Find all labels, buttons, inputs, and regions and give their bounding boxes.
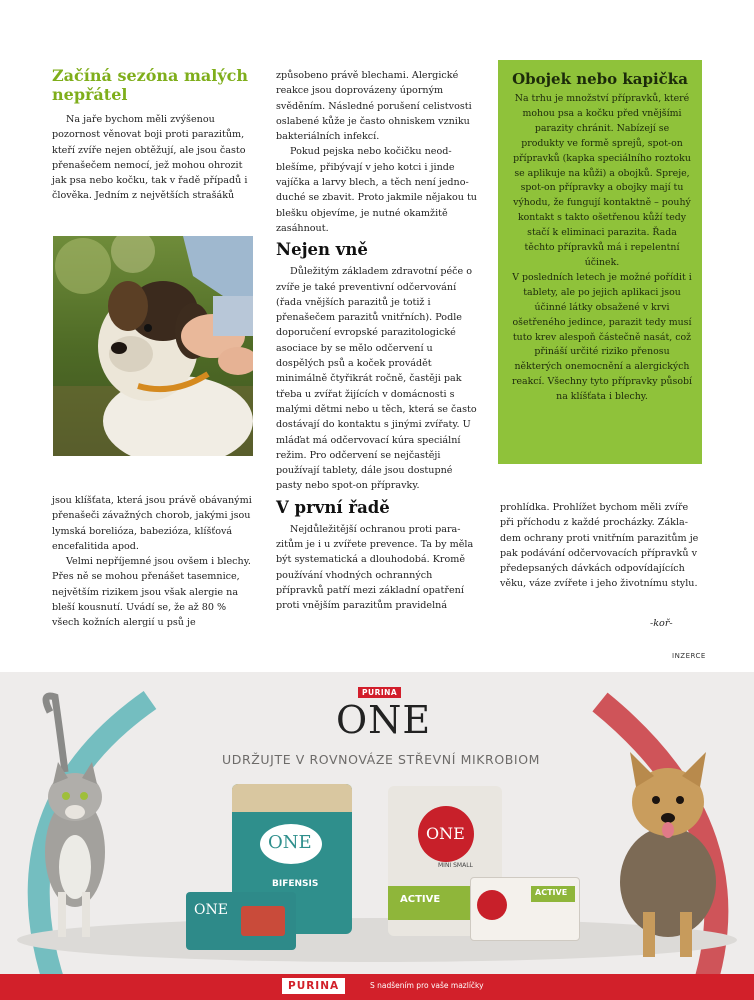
article-column-2: [276, 68, 478, 614]
purina-logo-small: PURINA: [358, 687, 401, 698]
subheading-v-prvni-rade: V první řadě: [276, 497, 390, 517]
article-heading: Začíná sezóna malých nepřátel: [52, 66, 248, 104]
sidebar-paragraph: V posledních letech je možné pořídit i tablety, ale po jejich aplikaci jsou účinné látky obsažené v krvi ošetřeného jedince, parazit tedy musí tuto krev alespoň částečně nasát, což přináší určité riziko přenosu některých onemocnění a alergických reakcí. Všechny tyto přípravky působí na klíšťata i blechy.: [512, 271, 692, 403]
pouch-variant-text: ACTIVE: [535, 888, 568, 897]
bag-variant-text: ACTIVE: [400, 894, 441, 905]
dog-image: [588, 742, 738, 962]
article-paragraph: Velmi nepříjemné jsou ovšem i blechy. Přes ně se mohou přenášet tasemnice, největším rizikem jsou však alergie na bleší kousnutí. Uvádí se, že až 80 % všech kožních alergií u psů je: [52, 556, 251, 629]
article-paragraph: Nejdůležitější ochranou proti parazitům je i u zvířete prevence. Ta by měla být systematická a dlouhodobá. Kromě používání vhodných ochranných přípravků patří mezi základní opatření proti vnějším parazitům pravidelná: [276, 523, 474, 612]
sidebar-text: [498, 92, 702, 405]
dog-food-pouch: [470, 877, 580, 941]
purina-advertisement: [0, 672, 754, 1000]
bag-brand-text: ONE: [268, 832, 312, 853]
sidebar-box: [498, 60, 702, 464]
sidebar-paragraph: Na trhu je množství přípravků, které mohou psa a kočku před vnějšími parazity chránit. Nabízejí se produkty ve formě sprejů, spot-on přípravků (kapka speciálního roztoku se aplikuje na kůži) a obojků. Spreje, spot-on přípravky a obojky mají tu výhodu, že fungují kontaktně – pouhý kontakt s takto ošetřenou kůží tedy stačí k eliminaci parazita. Řada těchto přípravků má i repelentní účinek.: [513, 93, 691, 268]
article-column-1-top: [52, 112, 252, 204]
bag-size-text: MINI SMALL: [438, 862, 473, 869]
subheading-nejen-vne: Nejen vně: [276, 240, 368, 260]
bag-top-band: [232, 784, 352, 812]
dog-photo-illustration: [53, 236, 253, 456]
purina-logo: PURINA: [282, 978, 345, 994]
dog-collar-photo: [53, 236, 253, 456]
pouch-logo-circle: [477, 890, 507, 920]
article-column-1-bottom: [52, 493, 252, 631]
purina-one-logo: ONE: [336, 698, 432, 742]
cat-food-pouch: [186, 892, 296, 950]
article-paragraph: jsou klíšťata, která jsou právě obávanými přenašeči závažných chorob, jakými jsou lymská borelióza, babezióza, klíšťová encefalitida apod.: [52, 495, 252, 552]
article-paragraph: prohlídka. Prohlížet bychom měli zvíře při příchodu z každé procházky. Základem ochrany proti vnitřním parazitům je pak podávání odčervovacích přípravků v předepsaných dávkách odpovídajících věku, váze zvířete i jeho životnímu stylu.: [500, 502, 699, 590]
author-signature: -koř-: [650, 618, 673, 629]
bag-brand-text: ONE: [426, 824, 465, 843]
advertisement-label: INZERCE: [672, 652, 706, 660]
cat-image: [20, 692, 120, 942]
purina-footer-bar: [0, 974, 754, 1000]
pouch-brand-text: ONE: [194, 902, 228, 918]
bag-variant-text: BIFENSIS: [272, 879, 319, 889]
article-paragraph: způsobeno právě blechami. Alergické reakce jsou doprovázeny úporným svěděním. Následné porušení celistvosti oslabené kůže je často ohniskem vzniku bakteriálních infekcí.: [276, 70, 472, 143]
sidebar-title: Obojek nebo kapička: [512, 70, 688, 88]
article-paragraph: Na jaře bychom měli zvýšenou pozornost věnovat boji proti parazitům, kteří zvíře nejen obtěžují, ale jsou často přenašečem nemocí, jež mohou ohrozit jak psa nebo kočku, tak v řadě případů i člověka. Jedním z největších strašáků: [52, 114, 248, 202]
pouch-food-image: [241, 906, 285, 936]
ad-slogan: UDRŽUJTE V ROVNOVÁZE STŘEVNÍ MIKROBIOM: [222, 752, 541, 767]
article-paragraph: Pokud pejska nebo kočičku neodblešíme, přibývají v jeho kotci i jinde vajíčka a larvy blech, a těch není jednoduché se zbavit. Proto jakmile nějakou tu blešku objevíme, je nutné okamžitě zasáhnout.: [276, 146, 477, 234]
purina-tagline: S nadšením pro vaše mazlíčky: [370, 981, 484, 990]
article-column-3: [500, 500, 700, 592]
article-paragraph: Důležitým základem zdravotní péče o zvíře je také preventivní odčervování (řada vnějších parazitů je totiž i přenašečem parazitů vnitřních). Podle doporučení evropské parazitologické asociace by se mělo odčervení u dospělých psů a koček provádět minimálně čtyřikrát ročně, častěji pak třeba u zvířat žijících v domácnosti s malými dětmi nebo u těch, která se často dostávají do kontaktu s jinými zvířaty. U mláďat má odčervovací kúra speciální režim. Pro odčervení se nejčastěji používají tablety, dále jsou dostupné pasty nebo spot-on přípravky.: [276, 266, 477, 492]
